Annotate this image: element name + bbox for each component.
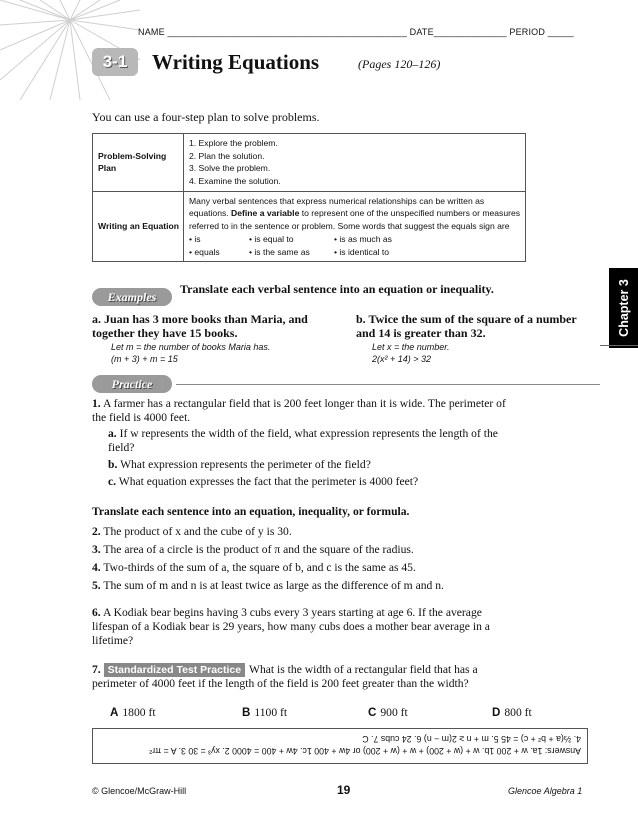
plan-table: [92, 133, 526, 262]
writing-equation-content: [184, 191, 526, 262]
example-a: a. Juan has 3 more books than Maria, and together they have 15 books.: [92, 312, 308, 340]
answer-key-box: [92, 728, 588, 764]
equals-words-list: [189, 233, 521, 258]
answer-key-upside-down: [99, 733, 581, 757]
question-7: 7. Standardized Test Practice What is the width of a rectangular field that has a perimeter of 4000 feet if the length of the field is 200 feet greater than the width?: [92, 663, 478, 690]
question-5: 5. The sum of m and n is at least twice as large as the difference of m and n.: [92, 579, 444, 592]
side-divider: [600, 345, 638, 346]
chapter-side-tab: Chapter 3: [609, 268, 638, 348]
examples-instructions: Translate each verbal sentence into an equation or inequality.: [180, 282, 494, 296]
name-date-period-line: NAME ______________________________________________ DATE______________ PERIOD _____: [138, 27, 574, 37]
writing-equation-text: Many verbal sentences that express numerical relationships can be written as equations. Define a variable to represent one of the unspecified numbers or measures referred to in the sentence or problem. Some words that suggest the equals sign are: [189, 195, 521, 232]
plan-step: 2. Plan the solution.: [189, 150, 265, 161]
footer-publisher: © Glencoe/McGraw-Hill: [92, 786, 187, 796]
problem-solving-plan-label: Problem-Solving Plan: [93, 134, 184, 192]
example-a-solution: Let m = the number of books Maria has. (m + 3) + m = 15: [111, 342, 271, 364]
equals-word: • is as much as: [334, 233, 392, 244]
question-2: 2. The product of x and the cube of y is 30.: [92, 525, 292, 538]
examples-tab: Examples: [92, 288, 172, 306]
question-1: 1. A farmer has a rectangular field that is 200 feet longer than it is wide. The perimeter of the field is 4000 feet.: [92, 397, 506, 424]
writing-equation-label: Writing an Equation: [93, 191, 184, 262]
plan-step: 3. Solve the problem.: [189, 163, 271, 174]
lesson-title: Writing Equations: [152, 50, 320, 74]
intro-text: You can use a four-step plan to solve problems.: [92, 110, 320, 124]
equals-word: • is equal to: [249, 233, 294, 244]
question-1b: b. What expression represents the perimeter of the field?: [108, 458, 371, 471]
plan-step: 4. Examine the solution.: [189, 176, 281, 187]
choice-a: A 1800 ft: [110, 706, 156, 719]
answer-key-line: Answers: 1a. w + 200 1b. w + (w + 200) + w + (w + 200) or 4w + 400 1c. 4w + 400 = 4000 2. xy³ = 30 3. A = πr²: [149, 746, 581, 756]
choice-b: B 1100 ft: [242, 706, 288, 719]
lesson-pages: (Pages 120–126): [358, 57, 441, 71]
example-b-solution: Let x = the number. 2(x² + 14) > 32: [372, 342, 450, 364]
question-4: 4. Two-thirds of the sum of a, the square of b, and c is the same as 45.: [92, 561, 416, 574]
question-1a: a. If w represents the width of the field, what expression represents the length of the field?: [108, 427, 498, 454]
translate-directions: Translate each sentence into an equation, inequality, or formula.: [92, 505, 410, 518]
equals-word: • equals: [189, 246, 220, 257]
plan-step: 1. Explore the problem.: [189, 138, 278, 148]
footer-page-number: 19: [337, 783, 351, 797]
choice-d: D 800 ft: [492, 706, 532, 719]
question-1c: c. What equation expresses the fact that the perimeter is 4000 feet?: [108, 475, 419, 488]
standardized-test-label: Standardized Test Practice: [104, 663, 245, 677]
answer-key-line: 4. ⅔(a + b² + c) = 45 5. m + n ≥ 2(m − n) 6. 24 cubs 7. C: [362, 734, 581, 744]
question-6: 6. A Kodiak bear begins having 3 cubs every 3 years starting at age 6. If the average lifespan of a Kodiak bear is 29 years, how many cubs does a mother bear average in a lifetime?: [92, 606, 490, 647]
practice-tab: Practice: [92, 375, 172, 393]
equals-word: • is the same as: [249, 246, 310, 257]
practice-divider: [176, 384, 600, 385]
choice-c: C 900 ft: [368, 706, 408, 719]
example-b: b. Twice the sum of the square of a number and 14 is greater than 32.: [356, 312, 577, 340]
plan-steps: [184, 134, 526, 192]
lesson-number-badge: 3-1: [92, 48, 138, 76]
footer-book-title: Glencoe Algebra 1: [508, 786, 583, 796]
equals-word: • is identical to: [334, 246, 390, 257]
equals-word: • is: [189, 233, 201, 244]
question-3: 3. The area of a circle is the product of π and the square of the radius.: [92, 543, 414, 556]
